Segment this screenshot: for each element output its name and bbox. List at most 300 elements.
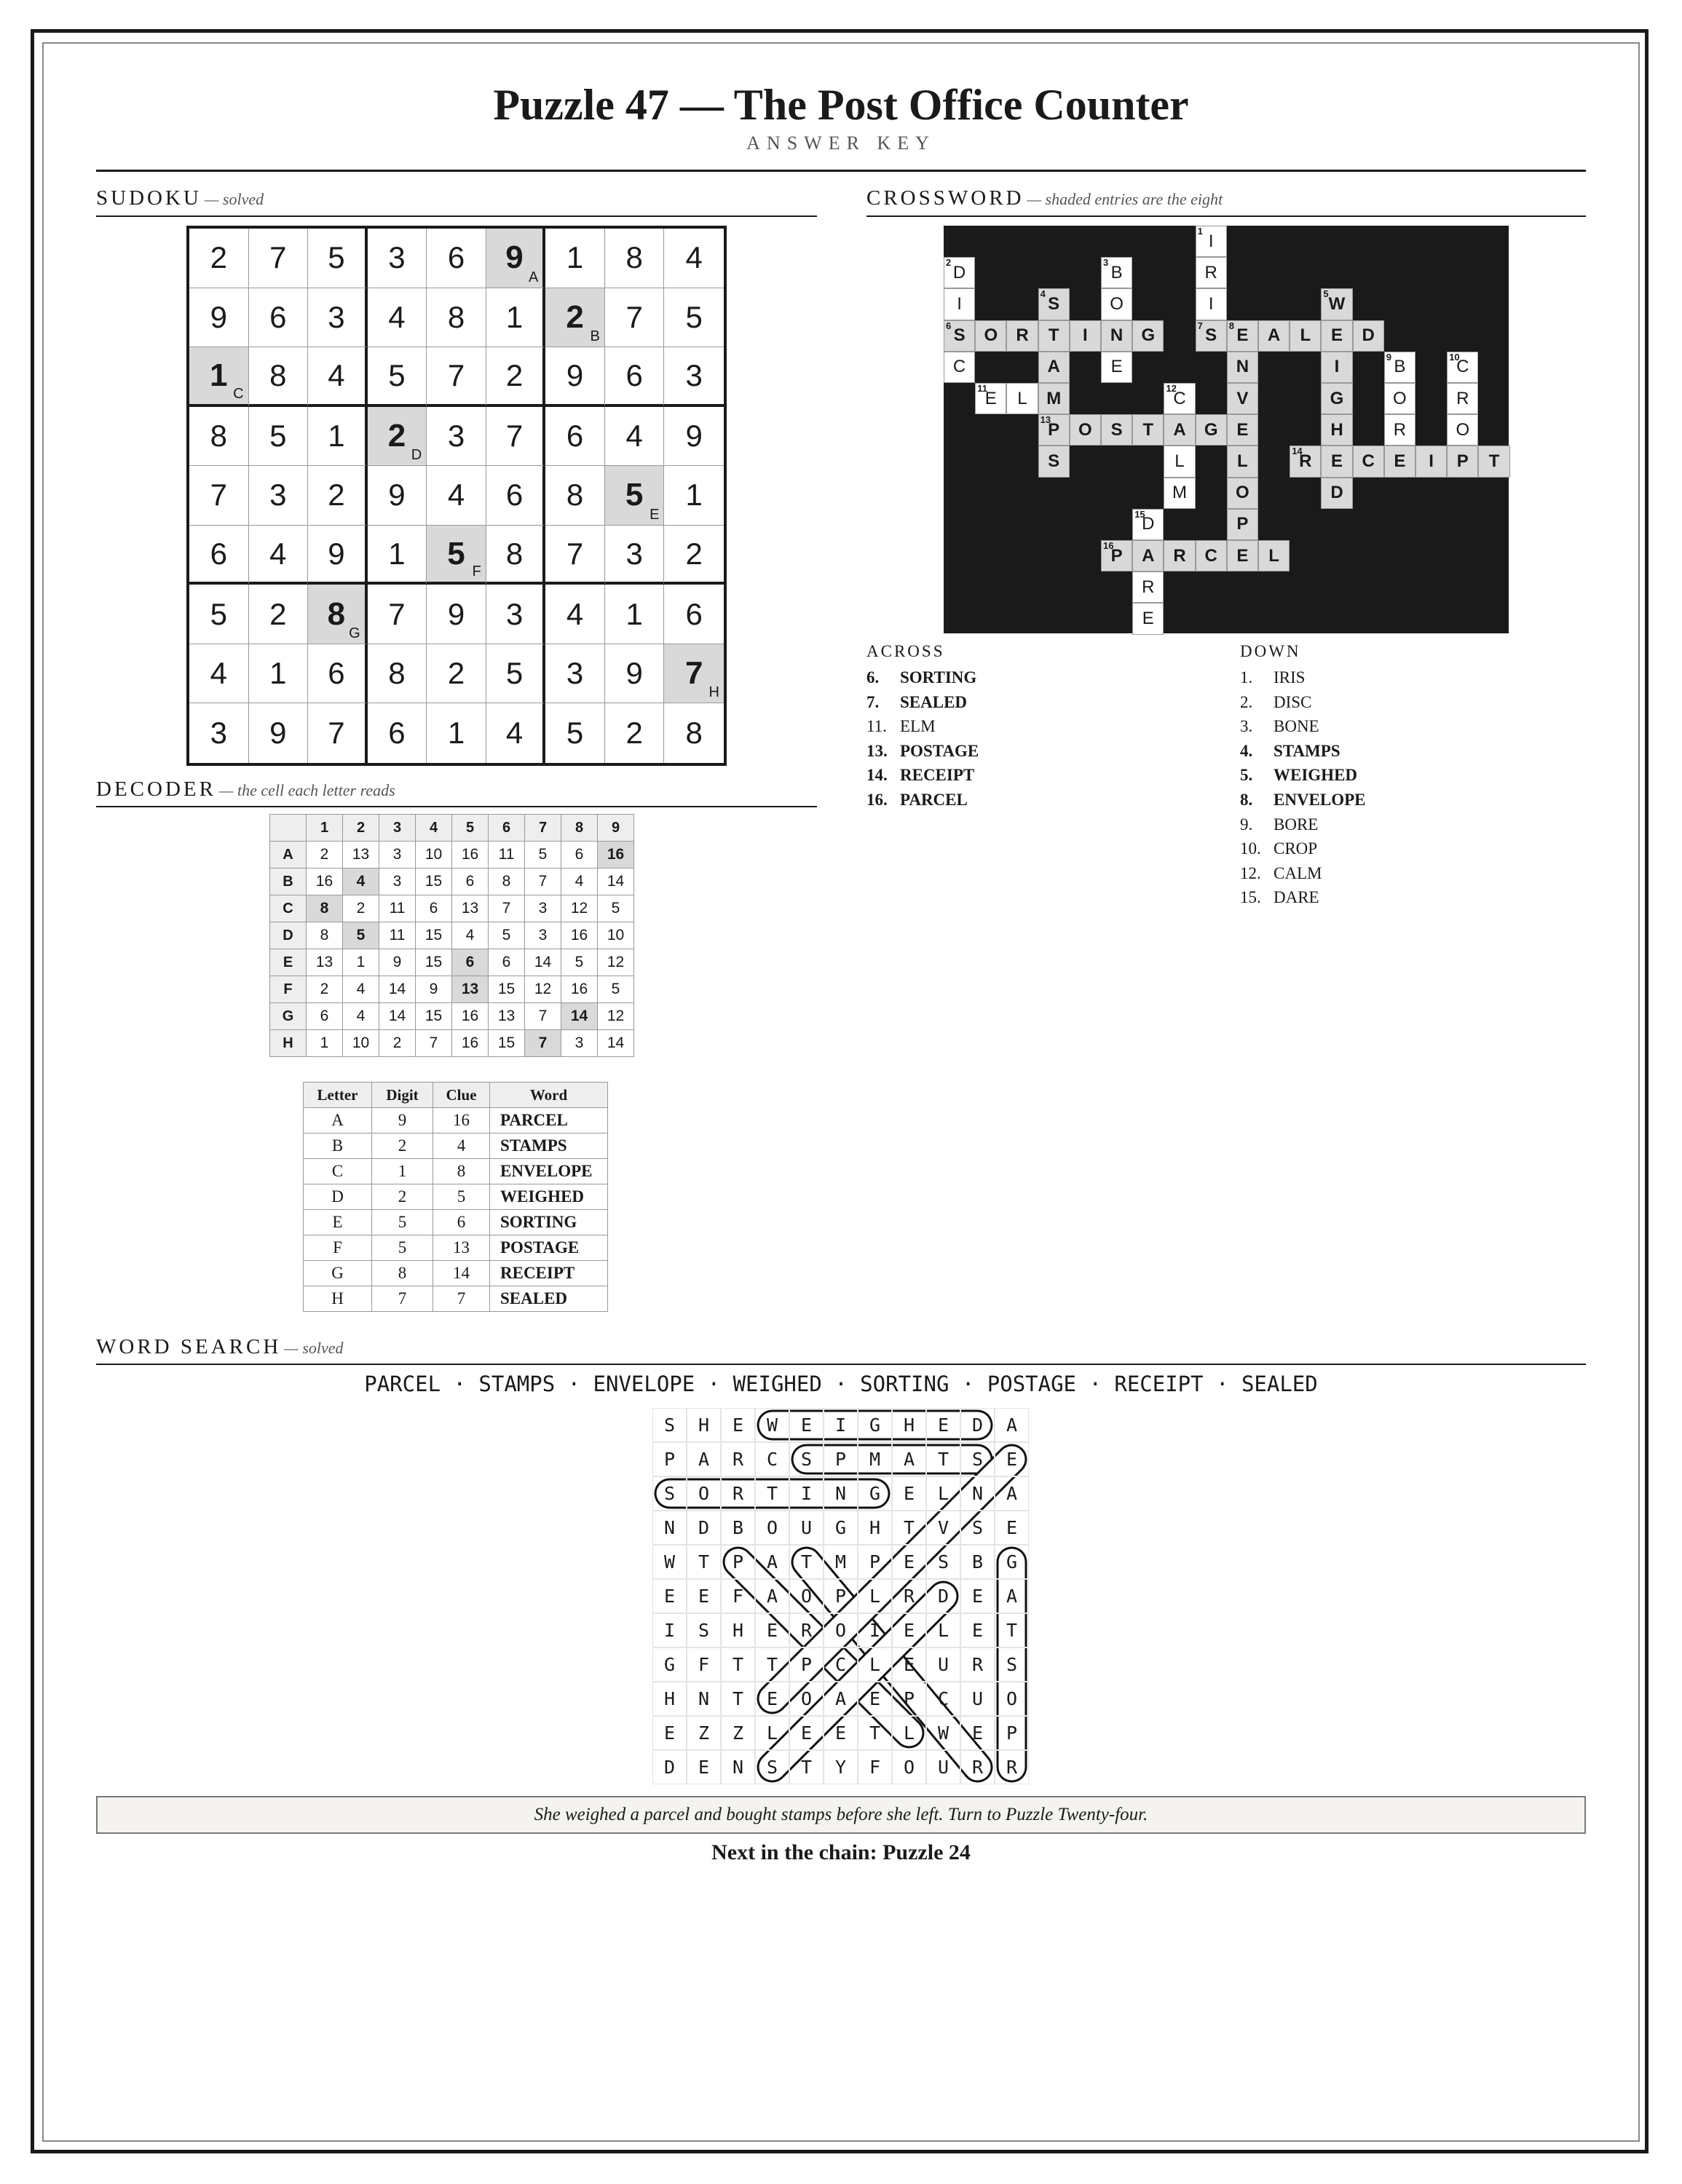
crossword-clue-number: 8 (1228, 320, 1235, 331)
sudoku-digit: 9 (566, 357, 584, 392)
decoder-cell: 14 (525, 949, 561, 976)
crossword-letter: S (1048, 293, 1060, 314)
crossword-cell (1132, 540, 1164, 571)
sudoku-digit: 9 (328, 536, 345, 571)
crossword-cell (1038, 320, 1070, 352)
crossword-cell (1038, 288, 1070, 320)
sudoku-digit: 9 (625, 656, 643, 691)
wordsearch-cell: T (721, 1682, 755, 1716)
decoder-cell: 16 (452, 1003, 489, 1030)
decoder-cell: 1 (307, 1030, 343, 1057)
decoder-row-label: B (270, 869, 307, 895)
decoder-cell: 8 (307, 922, 343, 949)
crossword-cell (1416, 446, 1447, 477)
decoder-cell: 12 (598, 949, 634, 976)
wordsearch-cell: O (687, 1476, 721, 1511)
decoder-row-label: G (270, 1003, 307, 1030)
wordsearch-cell: S (652, 1476, 687, 1511)
sudoku-cell (368, 347, 427, 407)
clue-answer: CALM (1274, 863, 1322, 882)
decoder-corner-cell (270, 815, 307, 842)
crossword-cell (1447, 414, 1478, 446)
sudoku-cell (486, 347, 546, 407)
wordsearch-cell: E (995, 1442, 1029, 1476)
sudoku-digit: 6 (388, 716, 406, 751)
sudoku-heading: SUDOKU (96, 186, 202, 210)
decoder-table-row (304, 1286, 608, 1312)
crossword-letter: P (1048, 419, 1060, 440)
clue-answer: SEALED (900, 692, 968, 711)
crossword-cell (1006, 383, 1038, 414)
wordsearch-cell: E (755, 1613, 789, 1647)
crossword-cell (1227, 540, 1258, 571)
crossword-cell (1447, 446, 1478, 477)
wordsearch-cell: I (858, 1613, 892, 1647)
decoder-cell: 2 (343, 895, 379, 922)
sudoku-cell (368, 229, 427, 288)
wordsearch-cell: E (960, 1613, 995, 1647)
decoder-table-cell: D (304, 1184, 372, 1210)
wordsearch-cell: A (995, 1476, 1029, 1511)
crossword-cell (1164, 414, 1195, 446)
sudoku-cell (545, 526, 605, 585)
decoder-table-cell: B (304, 1133, 372, 1159)
sudoku-cell (249, 407, 309, 467)
wordsearch-cell: U (789, 1511, 824, 1545)
sudoku-cell (249, 347, 309, 407)
wordsearch-cell: T (755, 1647, 789, 1682)
crossword-letter: N (1110, 325, 1124, 346)
wordsearch-cell: S (755, 1750, 789, 1784)
sudoku-digit: 3 (269, 478, 287, 513)
sudoku-cell (664, 585, 724, 644)
sudoku-digit: 6 (210, 536, 227, 571)
sudoku-digit: 9 (210, 299, 227, 334)
sudoku-cell (545, 644, 605, 704)
decoder-table-cell: STAMPS (490, 1133, 608, 1159)
decoder-cell: 15 (416, 1003, 452, 1030)
crossword-letter: A (1173, 419, 1186, 440)
sudoku-cell (427, 644, 486, 704)
decoder-table-cell: 5 (433, 1184, 490, 1210)
wordsearch-cell: O (789, 1682, 824, 1716)
crossword-letter: E (1110, 357, 1123, 377)
wordsearch-cell: A (755, 1545, 789, 1579)
decoder-cell: 12 (561, 895, 598, 922)
sudoku-digit: 4 (388, 299, 406, 334)
clue-answer: POSTAGE (900, 741, 979, 760)
clue-number: 1. (1240, 668, 1253, 687)
wordsearch-cell: P (652, 1442, 687, 1476)
wordsearch-cell: S (789, 1442, 824, 1476)
crossword-letter: H (1330, 419, 1343, 440)
sudoku-digit: 3 (625, 536, 643, 571)
sudoku-cell (249, 288, 309, 348)
page-subtitle: ANSWER KEY (746, 132, 936, 154)
sudoku-cell (486, 585, 546, 644)
crossword-letter: S (1048, 451, 1060, 471)
clue-answer: BORE (1274, 815, 1319, 834)
decoder-column-header: 6 (489, 815, 525, 842)
decoder-cell: 15 (489, 976, 525, 1003)
crossword-letter: L (1268, 545, 1279, 566)
crossword-letter: R (1299, 451, 1312, 471)
decoder-column-header: 2 (343, 815, 379, 842)
wordsearch-cell: F (721, 1579, 755, 1613)
clue-answer: PARCEL (900, 791, 968, 809)
crossword-cell (1478, 446, 1509, 477)
wordsearch-cell: L (755, 1716, 789, 1750)
decoder-cell: 16 (452, 842, 489, 869)
decoder-row (270, 1003, 634, 1030)
sudoku-cell (368, 526, 427, 585)
sudoku-cell (605, 466, 665, 526)
decoder-table-cell: 14 (433, 1261, 490, 1286)
sudoku-cell (545, 347, 605, 407)
down-clue (1240, 839, 1317, 858)
sudoku-digit: 5 (505, 656, 524, 691)
decoder-row (270, 949, 634, 976)
wordsearch-cell: E (892, 1647, 926, 1682)
crossword-letter: D (1330, 483, 1343, 503)
wordsearch-cell: D (687, 1511, 721, 1545)
down-clue (1240, 888, 1319, 907)
crossword-letter: I (1334, 357, 1340, 377)
crossword-cell (1101, 540, 1132, 571)
decoder-cell: 7 (525, 1003, 561, 1030)
crossword-clue-number: 2 (946, 257, 952, 269)
crossword-letter: L (1300, 325, 1311, 346)
sudoku-digit: 1 (210, 357, 228, 393)
sudoku-cell (545, 407, 605, 467)
wordsearch-cell: P (892, 1682, 926, 1716)
decoder-cell: 6 (452, 949, 489, 976)
decoder-table-cell: SORTING (490, 1210, 608, 1235)
decoder-column-header: 4 (416, 815, 452, 842)
sudoku-rule (96, 215, 817, 217)
decoder-table-cell: 8 (372, 1261, 433, 1286)
crossword-letter: P (1236, 514, 1249, 534)
crossword-cell (1038, 352, 1070, 383)
decoder-cell: 6 (561, 842, 598, 869)
decoder-table-row (304, 1184, 608, 1210)
wordsearch-cell: I (789, 1476, 824, 1511)
sudoku-cell (308, 288, 368, 348)
decoder-table-row (304, 1210, 608, 1235)
sudoku-digit: 4 (625, 418, 643, 453)
wordsearch-cell: Z (687, 1716, 721, 1750)
sudoku-cell (486, 703, 546, 763)
decoder-table-cell: 13 (433, 1235, 490, 1261)
sudoku-digit: 4 (447, 478, 465, 513)
wordsearch-grid (652, 1408, 1030, 1785)
crossword-cell (1384, 352, 1416, 383)
decoder-cell: 11 (489, 842, 525, 869)
crossword-cell (1258, 320, 1290, 352)
sudoku-digit: 8 (210, 418, 227, 453)
sudoku-cell (664, 526, 724, 585)
clue-answer: IRIS (1274, 668, 1306, 687)
wordsearch-cell: D (960, 1408, 995, 1442)
crossword-cell (1384, 446, 1416, 477)
sudoku-digit: 5 (388, 357, 406, 392)
wordsearch-cell: E (687, 1579, 721, 1613)
sudoku-cell (189, 347, 249, 407)
wordsearch-cell: N (687, 1682, 721, 1716)
wordsearch-cell: G (652, 1647, 687, 1682)
sudoku-cell-letter: G (349, 625, 360, 641)
wordsearch-cell: E (652, 1579, 687, 1613)
decoder-table-header: Letter (304, 1083, 372, 1108)
crossword-cell (1227, 478, 1258, 509)
clue-answer: WEIGHED (1274, 766, 1358, 785)
crossword-clue-number: 15 (1134, 508, 1145, 520)
crossword-cell (1164, 478, 1195, 509)
sudoku-cell-letter: A (528, 269, 539, 285)
decoder-table-cell: 6 (433, 1210, 490, 1235)
sudoku-cell (249, 644, 309, 704)
crossword-letter: E (1236, 325, 1249, 346)
crossword-letter: E (1330, 325, 1343, 346)
decoder-table-cell: WEIGHED (490, 1184, 608, 1210)
across-clue (866, 693, 967, 712)
wordsearch-cell: E (892, 1613, 926, 1647)
crossword-letter: C (1456, 357, 1469, 377)
sudoku-grid (186, 226, 727, 766)
wordsearch-cell: B (960, 1545, 995, 1579)
crossword-cell (1227, 414, 1258, 446)
sudoku-cell (427, 288, 486, 348)
sudoku-cell (308, 644, 368, 704)
crossword-cell (1164, 383, 1195, 414)
wordsearch-cell: F (687, 1647, 721, 1682)
wordsearch-cell: E (755, 1682, 789, 1716)
sudoku-digit: 2 (328, 478, 345, 513)
sudoku-digit: 5 (328, 240, 345, 275)
crossword-cell (1227, 509, 1258, 540)
crossword-cell (1321, 414, 1352, 446)
wordsearch-cell: P (789, 1647, 824, 1682)
crossword-cell (1101, 352, 1132, 383)
crossword-clue-number: 10 (1449, 351, 1460, 363)
crossword-letter: I (1208, 231, 1214, 251)
wordsearch-cell: E (926, 1408, 960, 1442)
decoder-cell: 12 (598, 1003, 634, 1030)
sudoku-digit: 2 (566, 298, 584, 335)
decoder-cell: 16 (561, 976, 598, 1003)
wordsearch-cell: W (755, 1408, 789, 1442)
wordsearch-cell: E (652, 1716, 687, 1750)
wordsearch-cell: E (789, 1408, 824, 1442)
crossword-cell (1196, 414, 1227, 446)
wordsearch-cell: G (824, 1511, 858, 1545)
crossword-cell (1038, 414, 1070, 446)
wordsearch-cell: O (755, 1511, 789, 1545)
crossword-cell (1132, 603, 1164, 634)
decoder-cell: 16 (452, 1030, 489, 1057)
crossword-letter: T (1142, 419, 1154, 440)
sudoku-digit: 8 (625, 240, 643, 275)
clue-number: 12. (1240, 863, 1261, 882)
sudoku-cell (249, 526, 309, 585)
sudoku-digit: 7 (269, 240, 287, 275)
wordsearch-cell: P (721, 1545, 755, 1579)
clue-number: 9. (1240, 815, 1253, 834)
decoder-cell: 14 (598, 869, 634, 895)
sudoku-digit: 4 (505, 716, 524, 751)
decoder-grid (269, 814, 634, 1057)
clue-number: 4. (1240, 741, 1253, 760)
wordsearch-cell: L (858, 1647, 892, 1682)
wordsearch-cell: A (824, 1682, 858, 1716)
clue-answer: DISC (1274, 692, 1312, 711)
decoder-cell: 8 (307, 895, 343, 922)
sudoku-digit: 9 (505, 240, 524, 276)
decoder-column-header: 3 (379, 815, 416, 842)
decoder-row (270, 895, 634, 922)
sudoku-digit: 2 (447, 656, 465, 691)
crossword-letter: R (1016, 325, 1029, 346)
decoder-cell: 5 (489, 922, 525, 949)
crossword-letter: I (1083, 325, 1088, 346)
sudoku-cell (189, 644, 249, 704)
crossword-letter: T (1488, 451, 1500, 471)
decoder-table-row (304, 1108, 608, 1133)
crossword-cell (1384, 414, 1416, 446)
wordsearch-cell: R (892, 1579, 926, 1613)
sudoku-cell (189, 585, 249, 644)
sudoku-digit: 2 (685, 536, 703, 571)
sudoku-digit: 8 (269, 357, 287, 392)
across-clue (866, 766, 974, 785)
crossword-cell (1132, 571, 1164, 603)
decoder-row-label: F (270, 976, 307, 1003)
sudoku-digit: 5 (447, 535, 465, 571)
wordsearch-cell: L (858, 1579, 892, 1613)
crossword-letter: P (1110, 545, 1123, 566)
decoder-cell: 4 (561, 869, 598, 895)
sudoku-cell (427, 466, 486, 526)
down-clue (1240, 864, 1322, 883)
clue-number: 3. (1240, 717, 1253, 736)
decoder-table-cell: C (304, 1159, 372, 1184)
sudoku-digit: 7 (566, 536, 584, 571)
crossword-cell (1290, 446, 1321, 477)
sudoku-digit: 2 (269, 596, 287, 631)
sudoku-digit: 7 (447, 357, 465, 392)
sudoku-digit: 1 (388, 536, 406, 571)
wordsearch-cell: O (824, 1613, 858, 1647)
crossword-letter: R (1393, 419, 1407, 440)
crossword-letter: G (1204, 419, 1218, 440)
decoder-cell: 14 (379, 1003, 416, 1030)
wordsearch-cell: T (789, 1545, 824, 1579)
clue-number: 8. (1240, 791, 1253, 809)
down-clue (1240, 717, 1319, 736)
crossword-letter: I (957, 293, 962, 314)
decoder-table-cell: 5 (372, 1210, 433, 1235)
sudoku-digit: 3 (210, 716, 227, 751)
wordsearch-cell: C (926, 1682, 960, 1716)
decoder-row (270, 1030, 634, 1057)
decoder-row (270, 922, 634, 949)
sudoku-digit: 2 (210, 240, 227, 275)
crossword-clue-number: 1 (1197, 226, 1203, 237)
crossword-cell (1196, 540, 1227, 571)
down-clue (1240, 693, 1311, 712)
sudoku-cell (189, 229, 249, 288)
sudoku-cell-letter: D (411, 447, 422, 464)
wordsearch-cell: O (892, 1750, 926, 1784)
crossword-letter: W (1328, 293, 1346, 314)
wordsearch-cell: G (995, 1545, 1029, 1579)
crossword-grid (944, 226, 1509, 633)
sudoku-cell (486, 288, 546, 348)
clue-answer: ELM (900, 717, 936, 736)
wordsearch-cell: T (892, 1511, 926, 1545)
crossword-cell (1447, 383, 1478, 414)
wordsearch-cell: B (721, 1511, 755, 1545)
clue-answer: DARE (1274, 888, 1319, 907)
wordsearch-word-list: PARCEL · STAMPS · ENVELOPE · WEIGHED · SORTING · POSTAGE · RECEIPT · SEALED (364, 1372, 1318, 1396)
crossword-letter: D (952, 262, 966, 282)
decoder-cell: 6 (452, 869, 489, 895)
decoder-table-row (304, 1235, 608, 1261)
decoder-cell: 7 (489, 895, 525, 922)
decoder-cell: 3 (379, 842, 416, 869)
decoder-row (270, 842, 634, 869)
wordsearch-cell: S (687, 1613, 721, 1647)
crossword-letter: O (984, 325, 998, 346)
wordsearch-cell: I (824, 1408, 858, 1442)
crossword-letter: R (1142, 577, 1155, 597)
wordsearch-cell: T (858, 1716, 892, 1750)
crossword-cell (1101, 257, 1132, 288)
crossword-clue-number: 11 (977, 383, 987, 394)
crossword-letter: E (1236, 545, 1249, 566)
wordsearch-cell: E (721, 1408, 755, 1442)
sudoku-cell-letter: H (708, 684, 719, 701)
wordsearch-cell: U (960, 1682, 995, 1716)
sudoku-cell (308, 703, 368, 763)
wordsearch-cell: A (995, 1408, 1029, 1442)
sudoku-cell (545, 466, 605, 526)
decoder-cell: 13 (452, 895, 489, 922)
decoder-cell: 2 (307, 976, 343, 1003)
sudoku-cell (605, 407, 665, 467)
crossword-section-header (866, 186, 1223, 210)
sudoku-digit: 3 (328, 299, 345, 334)
decoder-cell: 6 (489, 949, 525, 976)
crossword-cell (1227, 383, 1258, 414)
wordsearch-cell: A (687, 1442, 721, 1476)
wordsearch-cell: M (824, 1545, 858, 1579)
crossword-cell (1070, 414, 1101, 446)
wordsearch-cell: A (755, 1579, 789, 1613)
sudoku-digit: 2 (387, 417, 406, 454)
wordsearch-cell: N (960, 1476, 995, 1511)
crossword-cell (1384, 383, 1416, 414)
decoder-cell: 3 (379, 869, 416, 895)
crossword-cell (1321, 352, 1352, 383)
decoder-table-cell: 8 (433, 1159, 490, 1184)
wordsearch-cell: O (995, 1682, 1029, 1716)
sudoku-cell (486, 644, 546, 704)
down-clue (1240, 668, 1305, 687)
sudoku-digit: 5 (210, 596, 227, 631)
sudoku-cell (189, 466, 249, 526)
sudoku-cell (605, 229, 665, 288)
